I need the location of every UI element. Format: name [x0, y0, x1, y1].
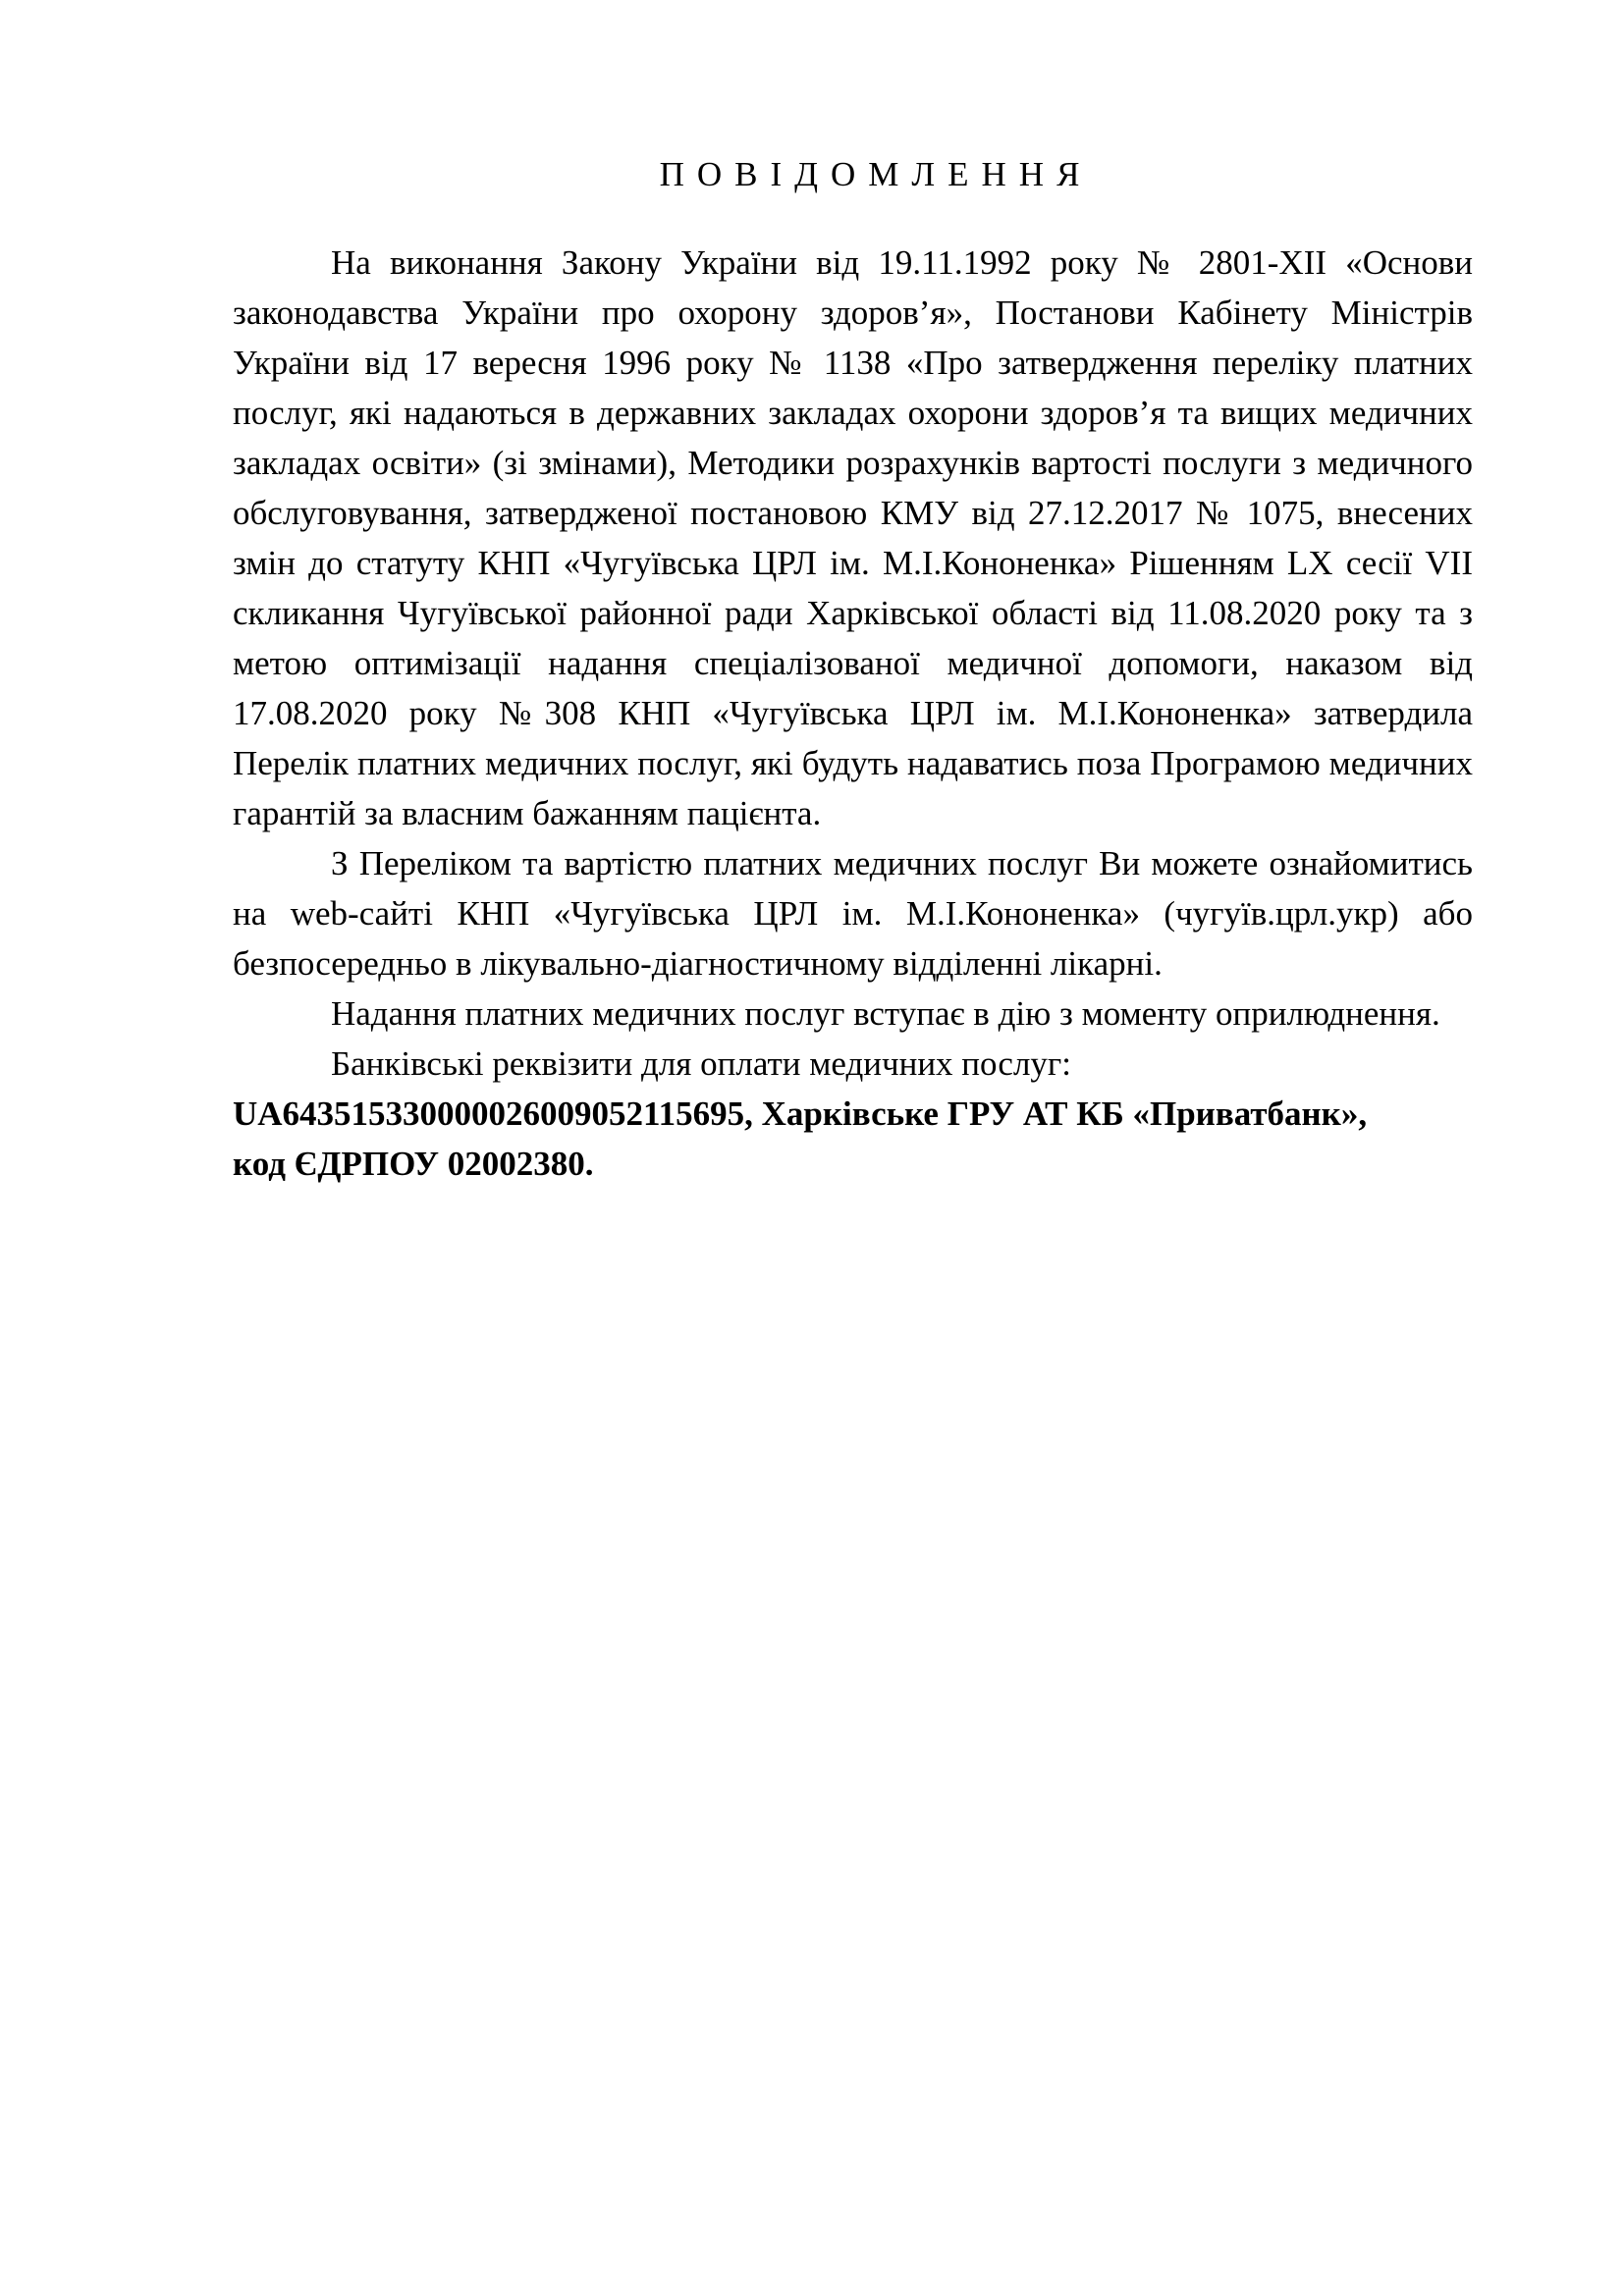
bank-details: [233, 1089, 1473, 1189]
document-body: [233, 238, 1473, 1189]
document-title: ПОВІДОМЛЕННЯ: [659, 155, 1093, 193]
paragraph-effective-date: Надання платних медичних послуг вступає в дію з моменту оприлюднення.: [331, 994, 1440, 1033]
paragraph-price-list-info: З Переліком та вартістю платних медичних послуг Ви можете ознайомитись на web-сайті КНП «Чугуївська ЦРЛ ім. М.І.Кононенка» (чугуїв.црл.укр) або безпосередньо в лікувально-діагностичному відділенні лікарні.: [233, 844, 1473, 983]
bank-details-account: UA643515330000026009052115695, Харківське ГРУ АТ КБ «Приватбанк»,: [233, 1095, 1368, 1133]
bank-details-edrpou: код ЄДРПОУ 02002380.: [233, 1145, 594, 1183]
paragraph-legal-basis: На виконання Закону України від 19.11.1992 року № 2801-XII «Основи законодавства України про охорону здоров’я», Постанови Кабінету Міністрів України від 17 вересня 1996 року № 1138 «Про затвердження переліку платних послуг, які надаються в державних закладах охорони здоров’я та вищих медичних закладах освіти» (зі змінами), Методики розрахунків вартості послуги з медичного обслуговування, затвердженої постановою КМУ від 27.12.2017 № 1075, внесених змін до статуту КНП «Чугуївська ЦРЛ ім. М.І.Кононенка» Рішенням LX сесії VII скликання Чугуївської районної ради Харківської області від 11.08.2020 року та з метою оптимізації надання спеціалізованої медичної допомоги, наказом від 17.08.2020 року №308 КНП «Чугуївська ЦРЛ ім. М.І.Кононенка» затвердила Перелік платних медичних послуг, які будуть надаватись поза Програмою медичних гарантій за власним бажанням пацієнта.: [233, 243, 1473, 832]
paragraph-bank-details-intro: Банківські реквізити для оплати медичних послуг:: [331, 1044, 1071, 1083]
